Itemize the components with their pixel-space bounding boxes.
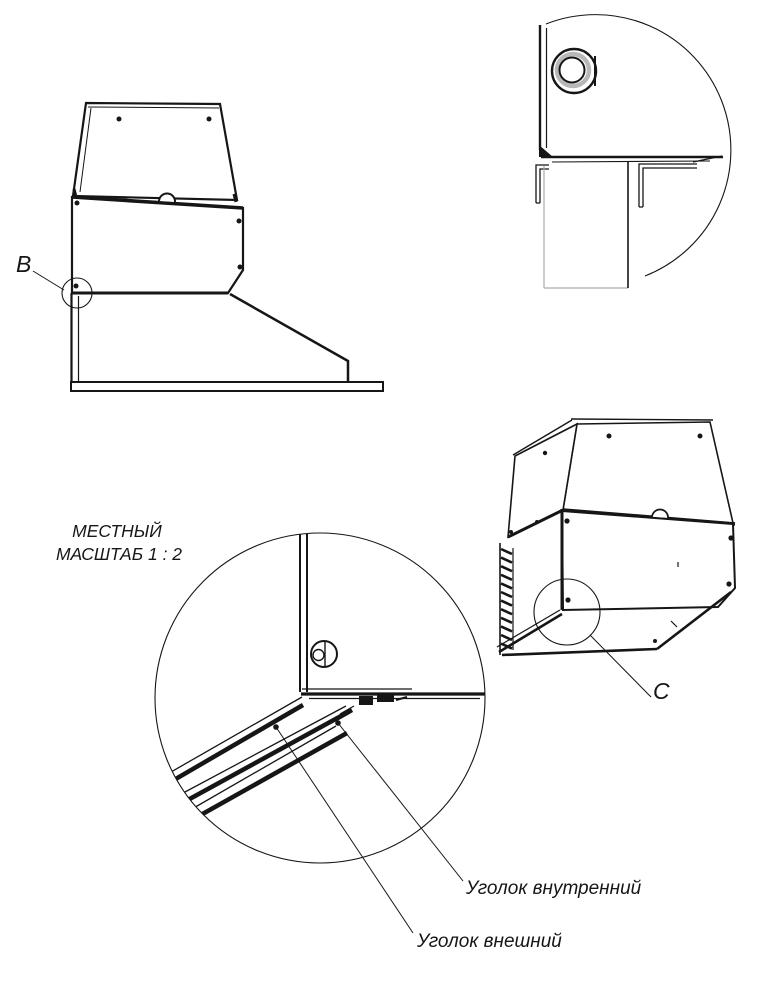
rivet-dot <box>653 639 657 643</box>
angle-edge-2 <box>170 706 346 800</box>
louver-slats <box>501 549 512 649</box>
middle-angle-hook <box>639 164 697 207</box>
outer-angle-leader-line <box>276 727 413 933</box>
isometric-view <box>497 419 735 704</box>
panel-outline <box>72 197 243 293</box>
rivet-dot <box>564 518 569 523</box>
inner-angle-tail <box>396 697 407 700</box>
scale-note-line1: МЕСТНЫЙ <box>72 521 162 541</box>
rivet-dot <box>565 597 570 602</box>
detail-b-label: В <box>16 251 32 277</box>
shelf-inner-line <box>552 161 710 162</box>
iso-top-right-face <box>563 422 733 523</box>
flange-thick-edge <box>499 614 562 652</box>
wall-vertical-lines <box>300 530 307 692</box>
rivet-dot <box>607 434 612 439</box>
rivet-dot <box>207 117 212 122</box>
rivet-dot <box>237 219 242 224</box>
rivet-dot <box>543 451 547 455</box>
detail-c-leader-line <box>590 635 651 697</box>
rivet-dot <box>509 530 513 534</box>
iso-front-panel <box>562 511 735 610</box>
side-view <box>16 103 383 391</box>
base-plate <box>71 382 383 391</box>
rivet-dot <box>238 265 243 270</box>
box-gray-edges <box>544 166 628 288</box>
hood-outline <box>73 103 237 200</box>
angle-band-2 <box>175 710 352 807</box>
rivet-dot <box>535 520 539 524</box>
left-angle-hook <box>536 165 549 203</box>
rivet-dot <box>75 201 80 206</box>
underside-tick-mark <box>671 621 677 627</box>
rivet-dot <box>117 117 122 122</box>
scale-note-line2: МАСШТАБ 1 : 2 <box>55 544 183 564</box>
rivet-dot <box>698 434 703 439</box>
scale-note <box>56 520 182 564</box>
detail-view-b <box>536 15 731 288</box>
underside-bottom-edge <box>502 649 657 655</box>
screw-pilot-circle <box>313 650 324 661</box>
local-detail-interior <box>150 530 487 821</box>
rivet-dot <box>74 284 79 289</box>
rivet-dot <box>726 581 731 586</box>
inner-angle-block <box>359 696 373 705</box>
inner-angle-callout: Уголок внутренний <box>466 878 642 899</box>
detail-b-leader-line <box>33 271 64 290</box>
stand-slope-edge <box>230 294 348 382</box>
hole-inner-circle <box>560 58 585 83</box>
inner-angle-leader-line <box>338 723 463 881</box>
detail-c-label: С <box>653 678 670 704</box>
iso-hinge-bump <box>652 509 668 518</box>
angle-edge-3 <box>185 726 336 813</box>
iso-ridge-edge <box>571 419 713 420</box>
hinge-bump <box>159 193 175 202</box>
outer-angle-callout: Уголок внешний <box>417 931 562 952</box>
inner-angle-block <box>377 695 394 702</box>
rivet-dot <box>728 535 733 540</box>
